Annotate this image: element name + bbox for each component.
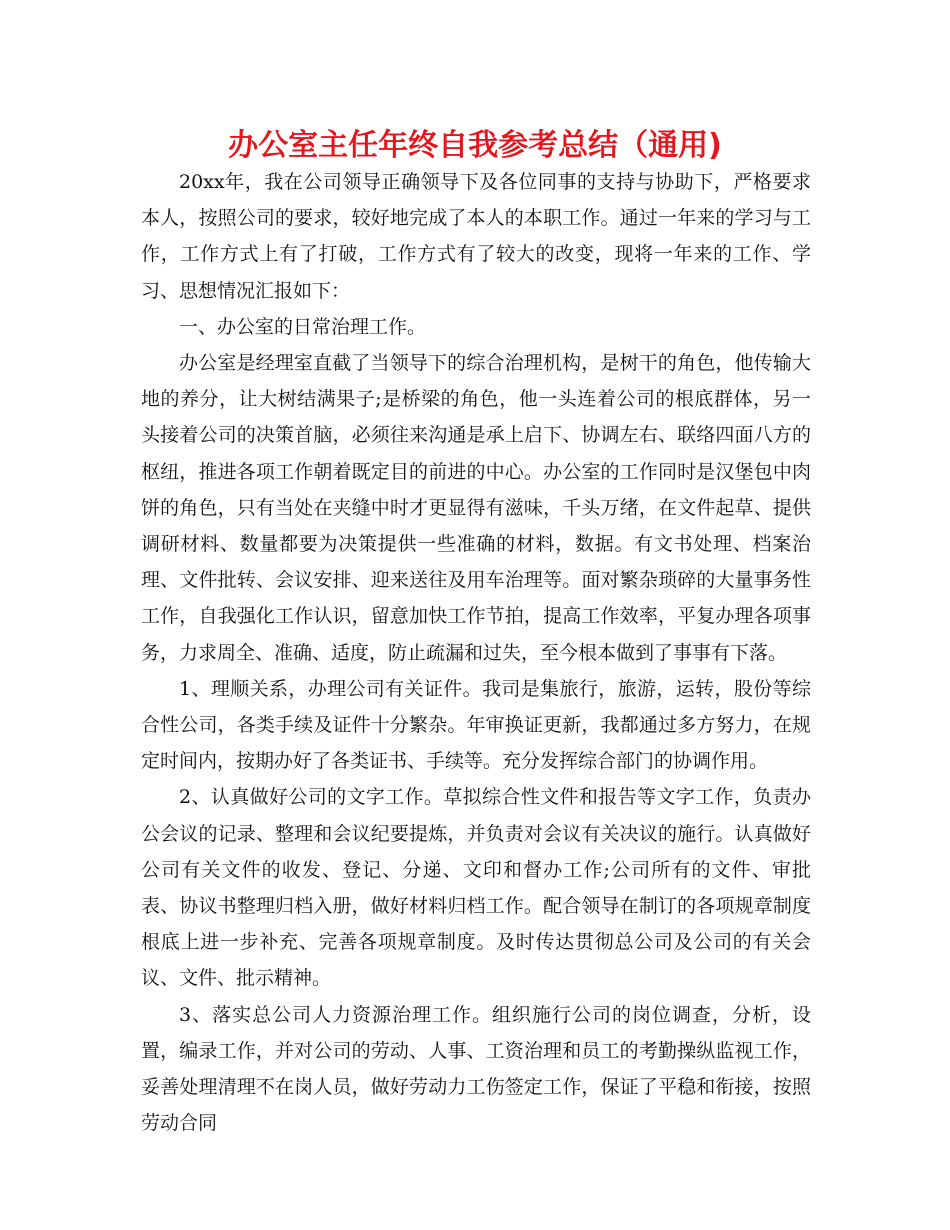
paragraph-item-3: 3、落实总公司人力资源治理工作。组织施行公司的岗位调查，分析，设置，编录工作，并对公司的劳动、人事、工资治理和员工的考勤操纵监视工作，妥善处理清理不在岗人员，做好劳动力工伤签定工作，保证了平稳和衔接，按照劳动合同 xyxy=(141,1003,811,1135)
paragraph-office-role: 办公室是经理室直截了当领导下的综合治理机构，是树干的角色，他传输大地的养分，让大树结满果子;是桥梁的角色，他一头连着公司的根底群体，另一头接着公司的决策首脑，必须往来沟通是承上启下、协调左右、联络四面八方的枢纽，推进各项工作朝着既定目的前进的中心。办公室的工作同时是汉堡包中肉饼的角色，只有当处在夹缝中时才更显得有滋味，千头万绪，在文件起草、提供调研材料、数量都要为决策提供一些准确的材料，数据。有文书处理、档案治理、文件批转、会议安排、迎来送往及用车治理等。面对繁杂琐碎的大量事务性工作，自我强化工作认识，留意加快工作节拍，提高工作效率，平复办理各项事务，力求周全、准确、适度，防止疏漏和过失，至今根本做到了事事有下落。 xyxy=(141,352,811,664)
paragraph-item-2: 2、认真做好公司的文字工作。草拟综合性文件和报告等文字工作，负责办公会议的记录、整理和会议纪要提炼，并负责对会议有关决议的施行。认真做好公司有关文件的收发、登记、分递、文印和督办工作;公司所有的文件、审批表、协议书整理归档入册，做好材料归档工作。配合领导在制订的各项规章制度根底上进一步补充、完善各项规章制度。及时传达贯彻总公司及公司的有关会议、文件、批示精神。 xyxy=(141,786,811,990)
paragraph-intro: 20xx年，我在公司领导正确领导下及各位同事的支持与协助下，严格要求本人，按照公司的要求，较好地完成了本人的本职工作。通过一年来的学习与工作，工作方式上有了打破，工作方式有了较大的改变，现将一年来的工作、学习、思想情况汇报如下： xyxy=(141,171,811,302)
document-body xyxy=(141,164,811,1141)
section-heading: 一、办公室的日常治理工作。 xyxy=(179,315,427,338)
document-title: 办公室主任年终自我参考总结（通用) xyxy=(228,128,722,163)
paragraph-item-1: 1、理顺关系，办理公司有关证件。我司是集旅行，旅游，运转，股份等综合性公司，各类手续及证件十分繁杂。年审换证更新，我都通过多方努力，在规定时间内，按期办好了各类证书、手续等。充分发挥综合部门的协调作用。 xyxy=(141,677,811,773)
